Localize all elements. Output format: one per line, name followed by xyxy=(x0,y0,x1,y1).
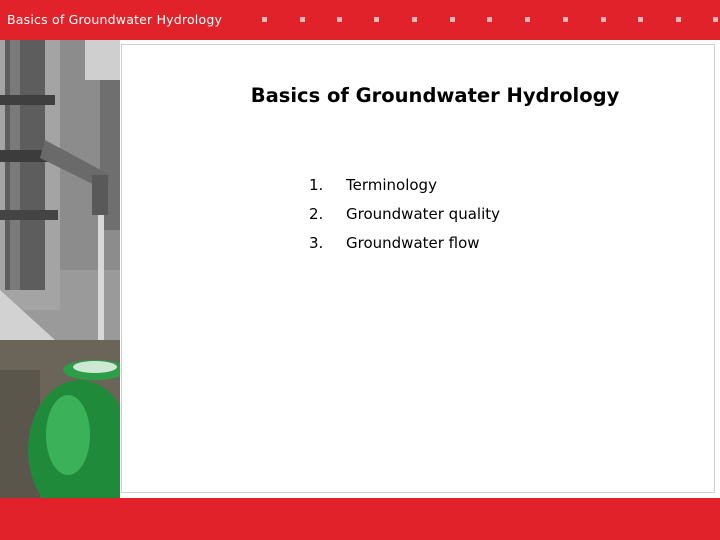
footer-bar xyxy=(0,498,720,540)
square-dot-icon xyxy=(487,17,492,22)
square-dot-icon xyxy=(262,17,267,22)
list-item xyxy=(309,176,500,205)
square-dot-icon xyxy=(337,17,342,22)
list-item xyxy=(309,205,500,234)
well-pump-water-pot-photo-icon xyxy=(0,40,120,498)
header-title: Basics of Groundwater Hydrology xyxy=(7,12,223,27)
square-dot-icon xyxy=(300,17,305,22)
square-dot-icon xyxy=(638,17,643,22)
content-card xyxy=(121,44,715,493)
square-dot-icon xyxy=(676,17,681,22)
square-dot-icon xyxy=(412,17,417,22)
list-item-number: 1. xyxy=(309,176,324,194)
square-dot-icon xyxy=(563,17,568,22)
header-bar xyxy=(0,0,720,40)
agenda-list xyxy=(309,176,500,263)
square-dot-icon xyxy=(601,17,606,22)
square-dot-icon xyxy=(525,17,530,22)
list-item-number: 3. xyxy=(309,234,324,252)
list-item-number: 2. xyxy=(309,205,324,223)
square-dot-icon xyxy=(374,17,379,22)
square-dot-icon xyxy=(450,17,455,22)
square-dot-icon xyxy=(713,17,718,22)
slide-title: Basics of Groundwater Hydrology xyxy=(250,84,620,107)
list-item-label: Terminology xyxy=(346,176,437,194)
header-dots xyxy=(0,0,720,40)
list-item-label: Groundwater quality xyxy=(346,205,500,223)
list-item xyxy=(309,234,500,263)
list-item-label: Groundwater flow xyxy=(346,234,480,252)
